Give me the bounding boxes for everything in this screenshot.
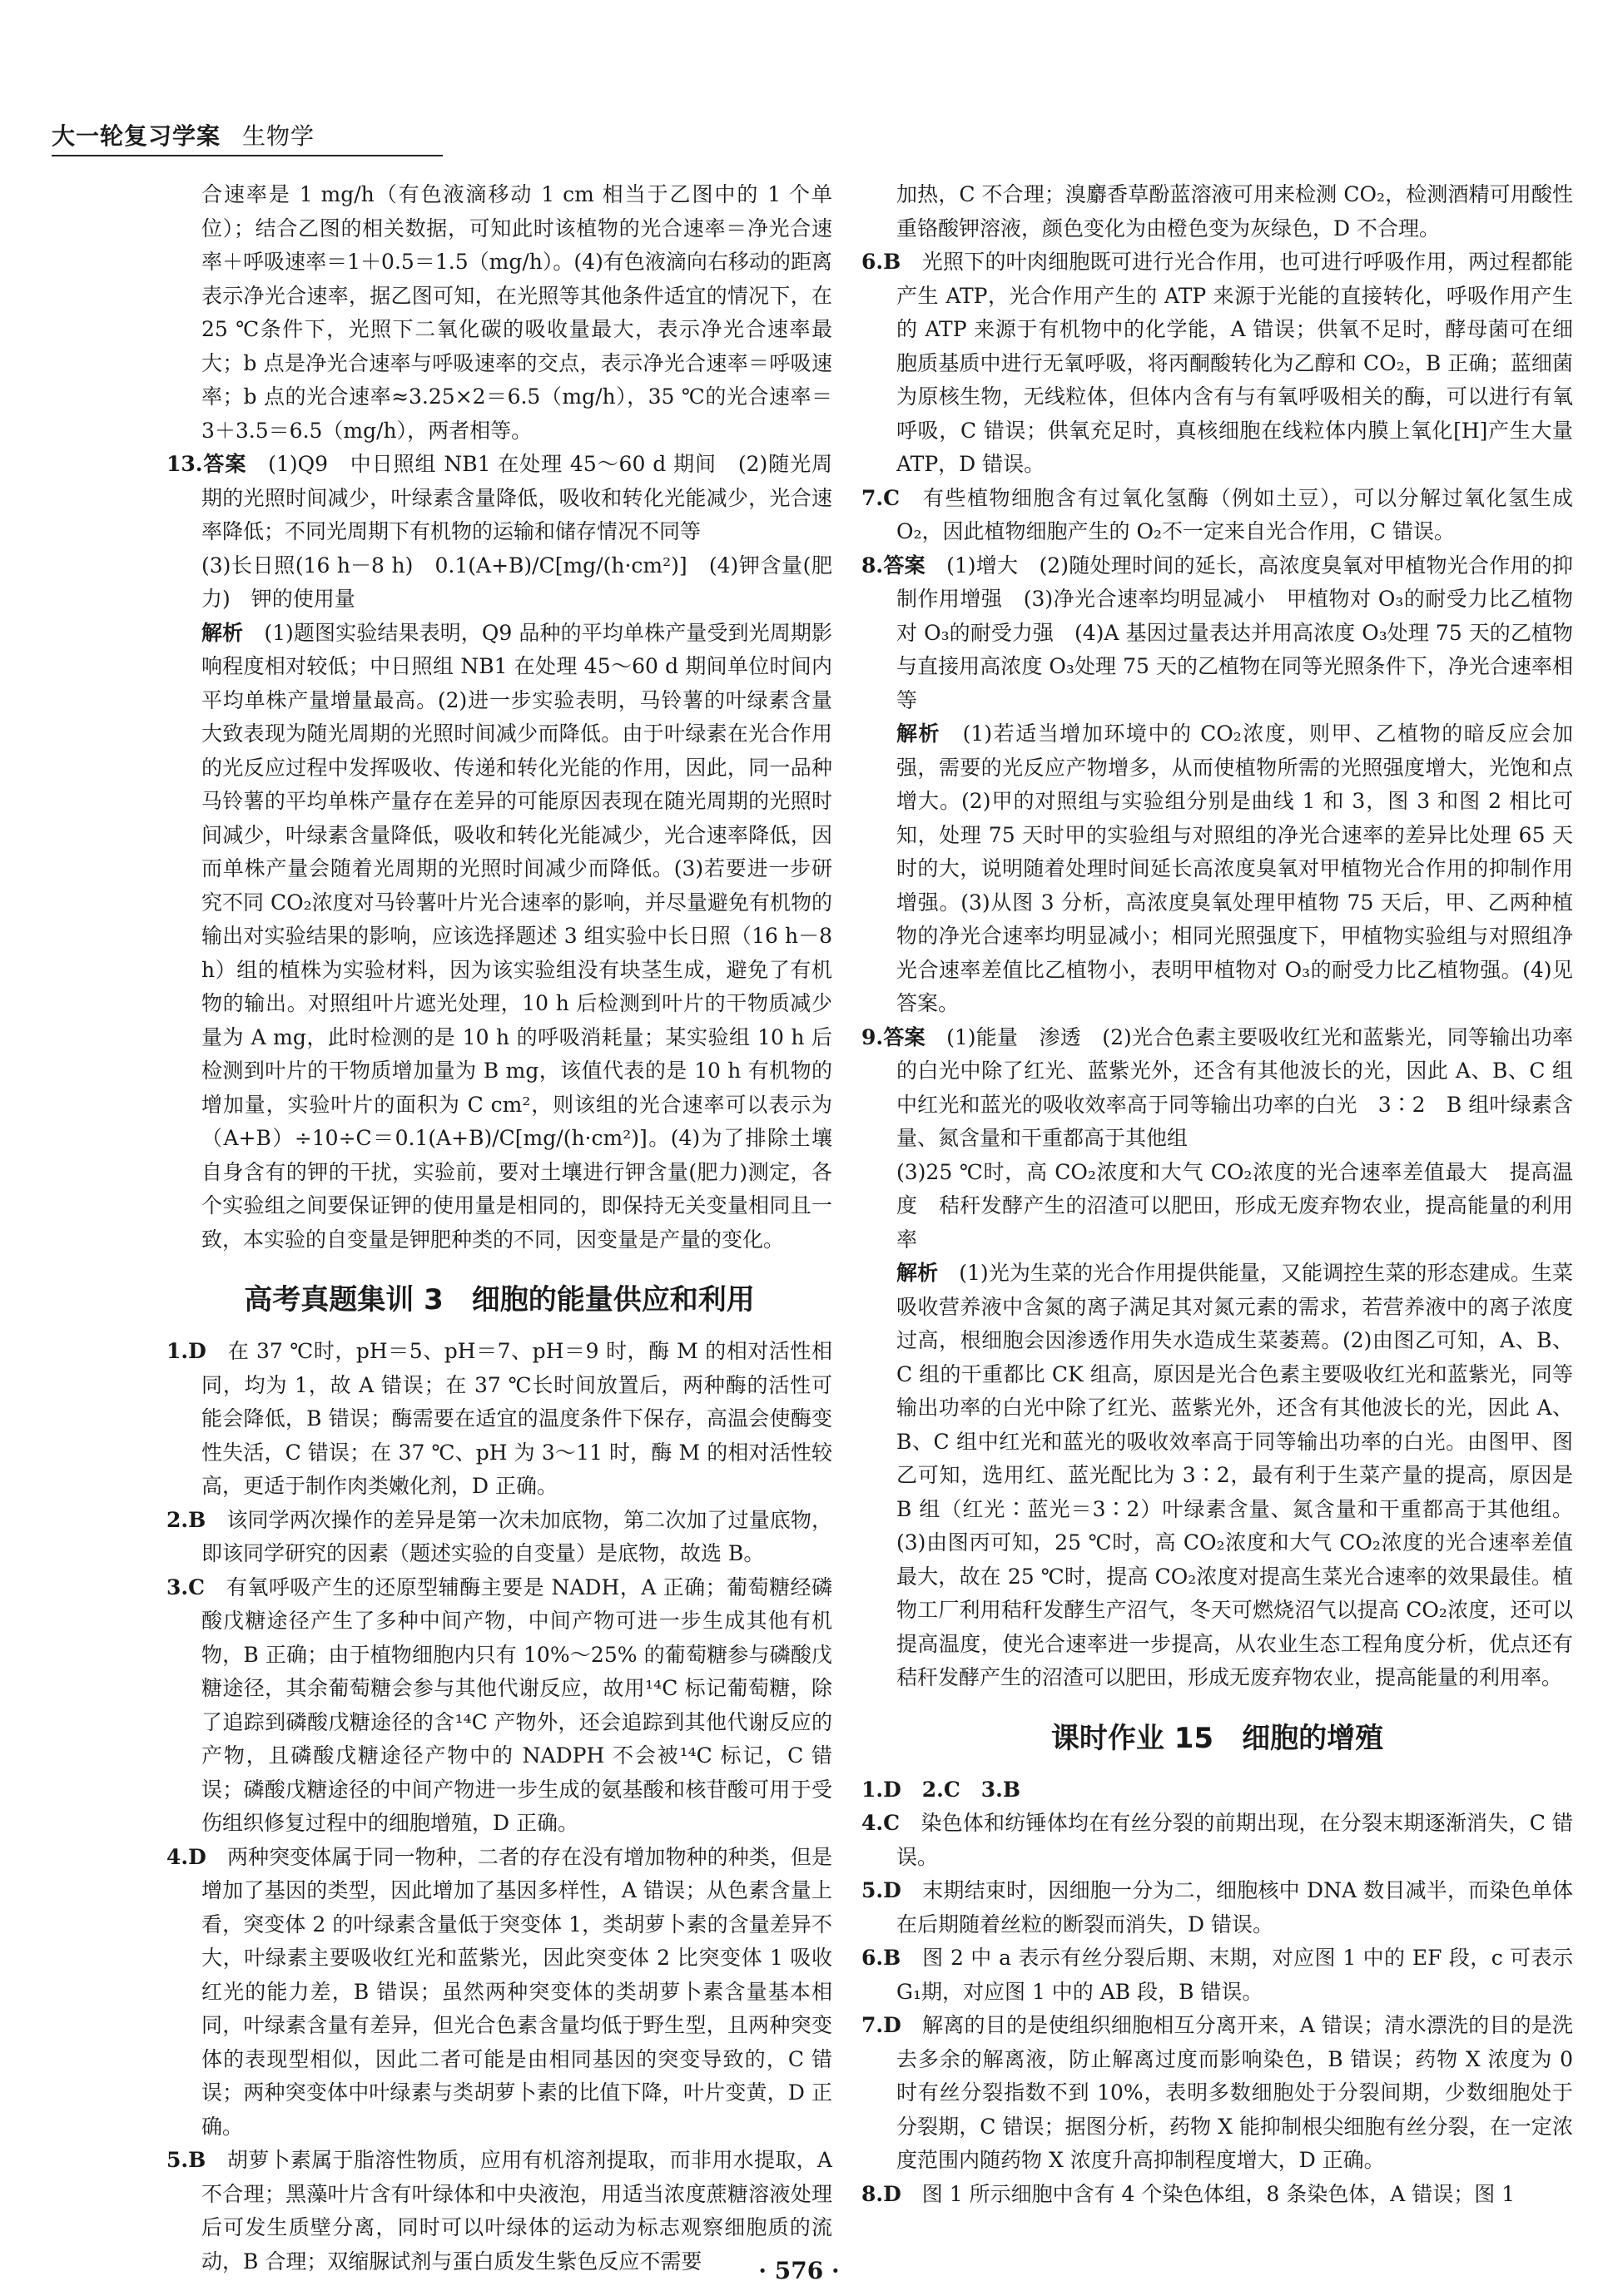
section-title-gaokao: 高考真题集训 3 细胞的能量供应和利用	[244, 1283, 755, 1317]
explanation-13: 解析 (1)题图实验结果表明，Q9 品种的平均单株产量受到光周期影响程度相对较低；中日照组 NB1 在处理 45～60 d 期间单位时间内平均单株产量增量最高。(2)进一步实验表明，马铃薯的叶绿素含量大致表现为随光周期的光照时间减少而降低。由于叶绿素在光合作用的光反应过程中发挥吸收、传递和转化光能的作用，因此，同一品种马铃薯的平均单株产量存在差异的可能原因表现在随光周期的光照时间减少，叶绿素含量降低，吸收和转化光能减少，光合速率降低，因而单株产量会随着光周期的光照时间减少而降低。(3)若要进一步研究不同 CO₂浓度对马铃薯叶片光合速率的影响，并尽量避免有机物的输出对实验结果的影响，应该选择题述 3 组实验中长日照（16 h－8 h）组的植株为实验材料，因为该实验组没有块茎生成，避免了有机物的输出。对照组叶片遮光处理，10 h 后检测到叶片的干物质减少量为 A mg，此时检测的是 10 h 的呼吸消耗量；某实验组 10 h 后检测到叶片的干物质增加量为 B mg，该值代表的是 10 h 有机物的增加量，实验叶片的面积为 C cm²，则该组的光合速率可以表示为（A+B）÷10÷C＝0.1(A+B)/C[mg/(h·cm²)]。(4)为了排除土壤自身含有的钾的干扰，实验前，要对土壤进行钾含量(肥力)测定，各个实验组之间要保证钾的使用量是相同的，即保持无关变量相同且一致，本实验的自变量是钾肥种类的不同，因变量是产量的变化。	[201, 620, 832, 1252]
continued-text: 合速率是 1 mg/h（有色液滴移动 1 cm 相当于乙图中的 1 个单位）；结合乙图的相关数据，可知此时该植物的光合速率＝净光合速率＋呼吸速率＝1＋0.5＝1.5（mg/h）。(4)有色液滴向右移动的距离表示净光合速率，据乙图可知，在光照等其他条件适宜的情况下，在 25 ℃条件下，光照下二氧化碳的吸收量最大，表示净光合速率最大；b 点是净光合速率与呼吸速率的交点，表示净光合速率＝呼吸速率；b 点的光合速率≈3.25×2＝6.5（mg/h），35 ℃的光合速率＝3＋3.5＝6.5（mg/h），两者相等。	[201, 182, 832, 443]
answer-1: 1.D 在 37 ℃时，pH＝5、pH＝7、pH＝9 时，酶 M 的相对活性相同，均为 1，故 A 错误；在 37 ℃长时间放置后，两种酶的活性可能会降低，B 错误；酶需要在适宜的温度条件下保存，高温会使酶变性失活，C 错误；在 37 ℃、pH 为 3～11 时，酶 M 的相对活性较高，更适于制作肉类嫩化剂，D 正确。	[166, 1339, 832, 1498]
answer-3: 3.C 有氧呼吸产生的还原型辅酶主要是 NADH，A 正确；葡萄糖经磷酸戊糖途径产生了多种中间产物，中间产物可进一步生成其他有机物，B 正确；由于植物细胞内只有 10%～25% 的葡萄糖参与磷酸戊糖途径，其余葡萄糖会参与其他代谢反应，故用¹⁴C 标记葡萄糖，除了追踪到磷酸戊糖途径的含¹⁴C 产物外，还会追踪到其他代谢反应的产物，且磷酸戊糖途径产物中的 NADPH 不会被¹⁴C 标记，C 错误；磷酸戊糖途径的中间产物进一步生成的氨基酸和核苷酸可用于受伤组织修复过程中的细胞增殖，D 正确。	[166, 1574, 832, 1835]
answer-r6: 6.B 图 2 中 a 表示有丝分裂后期、末期，对应图 1 中的 EF 段，c 可表示 G₁期，对应图 1 中的 AB 段，B 错误。	[861, 1946, 1573, 2004]
header-rule	[52, 155, 443, 156]
explanation-9: 解析 (1)光为生菜的光合作用提供能量，又能调控生菜的形态建成。生菜吸收营养液中含氮的离子满足其对氮元素的需求，若营养液中的离子浓度过高，根细胞会因渗透作用失水造成生菜萎蔫。(2)由图乙可知，A、B、C 组的干重都比 CK 组高，原因是光合色素主要吸收红光和蓝紫光，同等输出功率的白光中除了红光、蓝紫光外，还含有其他波长的光，因此 A、B、C 组中红光和蓝光的吸收效率高于同等输出功率的白光。由图甲、图乙可知，选用红、蓝光配比为 3∶2，最有利于生菜产量的提高，原因是 B 组（红光∶蓝光＝3∶2）叶绿素含量、氮含量和干重都高于其他组。(3)由图丙可知，25 ℃时，高 CO₂浓度和大气 CO₂浓度的光合速率差值最大，故在 25 ℃时，提高 CO₂浓度对提高生菜光合速率的效果最佳。植物工厂利用秸秆发酵生产沼气，冬天可燃烧沼气以提高 CO₂浓度，还可以提高温度，使光合速率进一步提高，从农业生态工程角度分析，优点还有秸秆发酵产生的沼渣可以肥田，形成无废弃物农业，提高能量的利用率。	[896, 1261, 1573, 1689]
explanation-8: 解析 (1)若适当增加环境中的 CO₂浓度，则甲、乙植物的暗反应会加强，需要的光反应产物增多，从而使植物所需的光照强度增大，光饱和点增大。(2)甲的对照组与实验组分别是曲线 1 和 3，图 3 和图 2 相比可知，处理 75 天时甲的实验组与对照组的净光合速率的差异比处理 65 天时的大，说明随着处理时间延长高浓度臭氧对甲植物光合作用的抑制作用增强。(3)从图 3 分析，高浓度臭氧处理甲植物 75 天后，甲、乙两种植物的净光合速率均明显减小；相同光照强度下，甲植物实验组与对照组净光合速率差值比乙植物小，表明甲植物对 O₃的耐受力比乙植物强。(4)见答案。	[896, 722, 1573, 1015]
right-column	[861, 178, 1573, 2211]
answer-4: 4.D 两种突变体属于同一物种，二者的存在没有增加物种的种类，但是增加了基因的类型，因此增加了基因多样性，A 错误；从色素含量上看，突变体 2 的叶绿素含量低于突变体 1，类胡萝卜素的含量差异不大，叶绿素主要吸收红光和蓝紫光，因此突变体 2 比突变体 1 吸收红光的能力差，B 错误；虽然两种突变体的类胡萝卜素含量基本相同，叶绿素含量有差异，但光合色素含量均低于野生型，且两种突变体的表现型相似，因此二者可能是由相同基因的突变导致的，C 错误；两种突变体中叶绿素与类胡萝卜素的比值下降，叶片变黄，D 正确。	[166, 1844, 832, 2139]
answer-r5: 5.D 末期结束时，因细胞一分为二，细胞核中 DNA 数目减半，而染色单体在后期随着丝粒的断裂而消失，D 错误。	[861, 1878, 1573, 1936]
subject-name: 生物学	[242, 122, 315, 150]
answer-r7: 7.D 解离的目的是使组织细胞相互分离开来，A 错误；清水漂洗的目的是洗去多余的解离液，防止解离过度而影响染色，B 错误；药物 X 浓度为 0 时有丝分裂指数不到 10%，表明多数细胞处于分裂间期，少数细胞处于分裂期，C 错误；据图分析，药物 X 能抑制根尖细胞有丝分裂，在一定浓度范围内随药物 X 浓度升高抑制程度增大，D 正确。	[861, 2013, 1573, 2172]
continued-text-right: 加热，C 不合理；溴麝香草酚蓝溶液可用来检测 CO₂，检测酒精可用酸性重铬酸钾溶液，颜色变化为由橙色变为灰绿色，D 不合理。	[896, 182, 1573, 241]
answer-13: 13.答案 (1)Q9 中日照组 NB1 在处理 45～60 d 期间 (2)随光周期的光照时间减少，叶绿素含量降低，吸收和转化光能减少，光合速率降低；不同光周期下有机物的运输和储存情况不同等	[166, 452, 832, 543]
answer-7: 7.C 有些植物细胞含有过氧化氢酶（例如土豆），可以分解过氧化氢生成 O₂，因此植物细胞产生的 O₂不一定来自光合作用，C 错误。	[861, 485, 1573, 543]
page-number: · 576 ·	[758, 2257, 840, 2284]
answer-6: 6.B 光照下的叶肉细胞既可进行光合作用，也可进行呼吸作用，两过程都能产生 ATP，光合作用产生的 ATP 来源于光能的直接转化，呼吸作用产生的 ATP 来源于有机物中的化学能，A 错误；供氧不足时，酵母菌可在细胞质基质中进行无氧呼吸，将丙酮酸转化为乙醇和 CO₂，B 正确；蓝细菌为原核生物，无线粒体，但体内含有与有氧呼吸相关的酶，可以进行有氧呼吸，C 错误；供氧充足时，真核细胞在线粒体内膜上氧化[H]产生大量 ATP，D 错误。	[861, 250, 1573, 476]
answer-13-part2: (3)长日照(16 h－8 h) 0.1(A+B)/C[mg/(h·cm²)] (4)钾含量(肥力) 钾的使用量	[201, 553, 832, 611]
answer-9-part2: (3)25 ℃时，高 CO₂浓度和大气 CO₂浓度的光合速率差值最大 提高温度 秸秆发酵产生的沼渣可以肥田，形成无废弃物农业，提高能量的利用率	[896, 1159, 1573, 1252]
running-header	[52, 118, 315, 151]
answer-r8: 8.D 图 1 所示细胞中含有 4 个染色体组，8 条染色体，A 错误；图 1	[861, 2181, 1516, 2206]
answer-8: 8.答案 (1)增大 (2)随处理时间的延长，高浓度臭氧对甲植物光合作用的抑制作用增强 (3)净光合速率均明显减小 甲植物对 O₃的耐受力比乙植物对 O₃的耐受力强 (4)A 基因过量表达并用高浓度 O₃处理 75 天的乙植物与直接用高浓度 O₃处理 75 天的乙植物在同等光照条件下，净光合速率相等	[861, 553, 1573, 712]
answer-r4: 4.C 染色体和纺锤体均在有丝分裂的前期出现，在分裂末期逐渐消失，C 错误。	[861, 1811, 1573, 1869]
answer-5: 5.B 胡萝卜素属于脂溶性物质，应用有机溶剂提取，而非用水提取，A 不合理；黑藻叶片含有叶绿体和中央液泡，用适当浓度蔗糖溶液处理后可发生质壁分离，同时可以叶绿体的运动为标志观察细胞质的流动，B 合理；双缩脲试剂与蛋白质发生紫色反应不需要	[166, 2148, 832, 2274]
book-title: 大一轮复习学案	[52, 122, 221, 150]
answer-9: 9.答案 (1)能量 渗透 (2)光合色素主要吸收红光和蓝紫光，同等输出功率的白光中除了红光、蓝紫光外，还含有其他波长的光，因此 A、B、C 组中红光和蓝光的吸收效率高于同等输出功率的白光 3∶2 B 组叶绿素含量、氮含量和干重都高于其他组	[861, 1024, 1573, 1150]
section-title-homework: 课时作业 15 细胞的增殖	[1050, 1721, 1384, 1755]
answer-2: 2.B 该同学两次操作的差异是第一次未加底物，第二次加了过量底物，即该同学研究的因素（题述实验的自变量）是底物，故选 B。	[166, 1507, 832, 1565]
answers-1-3: 1.D 2.C 3.B	[861, 1777, 1021, 1802]
left-column	[166, 178, 832, 2279]
